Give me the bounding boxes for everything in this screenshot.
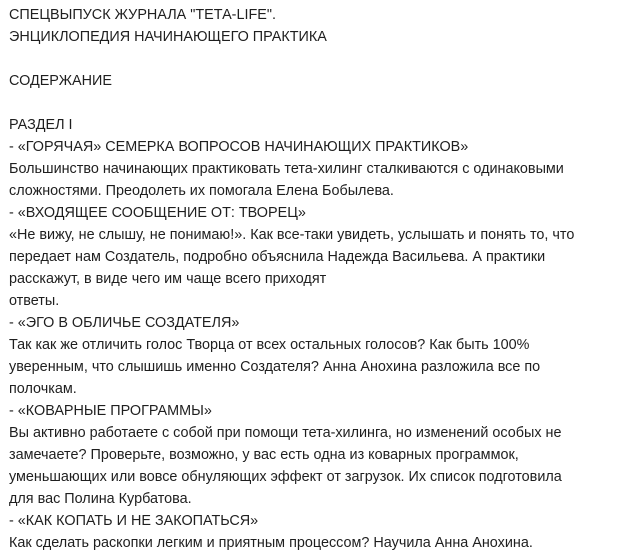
article-description-line: замечаете? Проверьте, возможно, у вас есть одна из коварных программок, (9, 447, 519, 463)
article-description-line: уверенным, что слышишь именно Создателя? Анна Анохина разложила все по (9, 359, 541, 375)
spacer (9, 48, 616, 70)
article-title: - «ВХОДЯЩЕЕ СООБЩЕНИЕ ОТ: ТВОРЕЦ» (9, 205, 306, 221)
article-description-line: ответы. (9, 293, 60, 309)
spacer (9, 92, 616, 114)
article-title: - «КАК КОПАТЬ И НЕ ЗАКОПАТЬСЯ» (9, 513, 259, 529)
article-description-line: сложностями. Преодолеть их помогала Елена Бобылева. (9, 183, 394, 199)
article-description-line: уменьшающих или вовсе обнуляющих эффект от загрузок. Их список подготовила (9, 469, 562, 485)
contents-heading: СОДЕРЖАНИЕ (9, 73, 112, 89)
article-description-line: Вы активно работаете с собой при помощи тета-хилинга, но изменений особых не (9, 425, 562, 441)
section-heading: РАЗДЕЛ I (9, 117, 73, 133)
article-description-line: Большинство начинающих практиковать тета-хилинг сталкиваются с одинаковыми (9, 161, 564, 177)
encyclopedia-title: ЭНЦИКЛОПЕДИЯ НАЧИНАЮЩЕГО ПРАКТИКА (9, 29, 327, 45)
article-description-line: Как сделать раскопки легким и приятным процессом? Научила Анна Анохина. (9, 535, 533, 551)
article-description-line: расскажут, в виде чего им чаще всего приходят (9, 271, 327, 287)
article-description-line: Так как же отличить голос Творца от всех остальных голосов? Как быть 100% (9, 337, 530, 353)
magazine-title: СПЕЦВЫПУСК ЖУРНАЛА "ТЕТА-LIFE". (9, 7, 276, 23)
article-description-line: для вас Полина Курбатова. (9, 491, 192, 507)
article-title: - «ЭГО В ОБЛИЧЬЕ СОЗДАТЕЛЯ» (9, 315, 240, 331)
article-title: - «КОВАРНЫЕ ПРОГРАММЫ» (9, 403, 212, 419)
article-description-line: «Не вижу, не слышу, не понимаю!». Как все-таки увидеть, услышать и понять то, что (9, 227, 575, 243)
article-title: - «ГОРЯЧАЯ» СЕМЕРКА ВОПРОСОВ НАЧИНАЮЩИХ ПРАКТИКОВ» (9, 139, 469, 155)
article-description-line: передает нам Создатель, подробно объяснила Надежда Васильева. А практики (9, 249, 546, 265)
article-description-line: полочкам. (9, 381, 77, 397)
